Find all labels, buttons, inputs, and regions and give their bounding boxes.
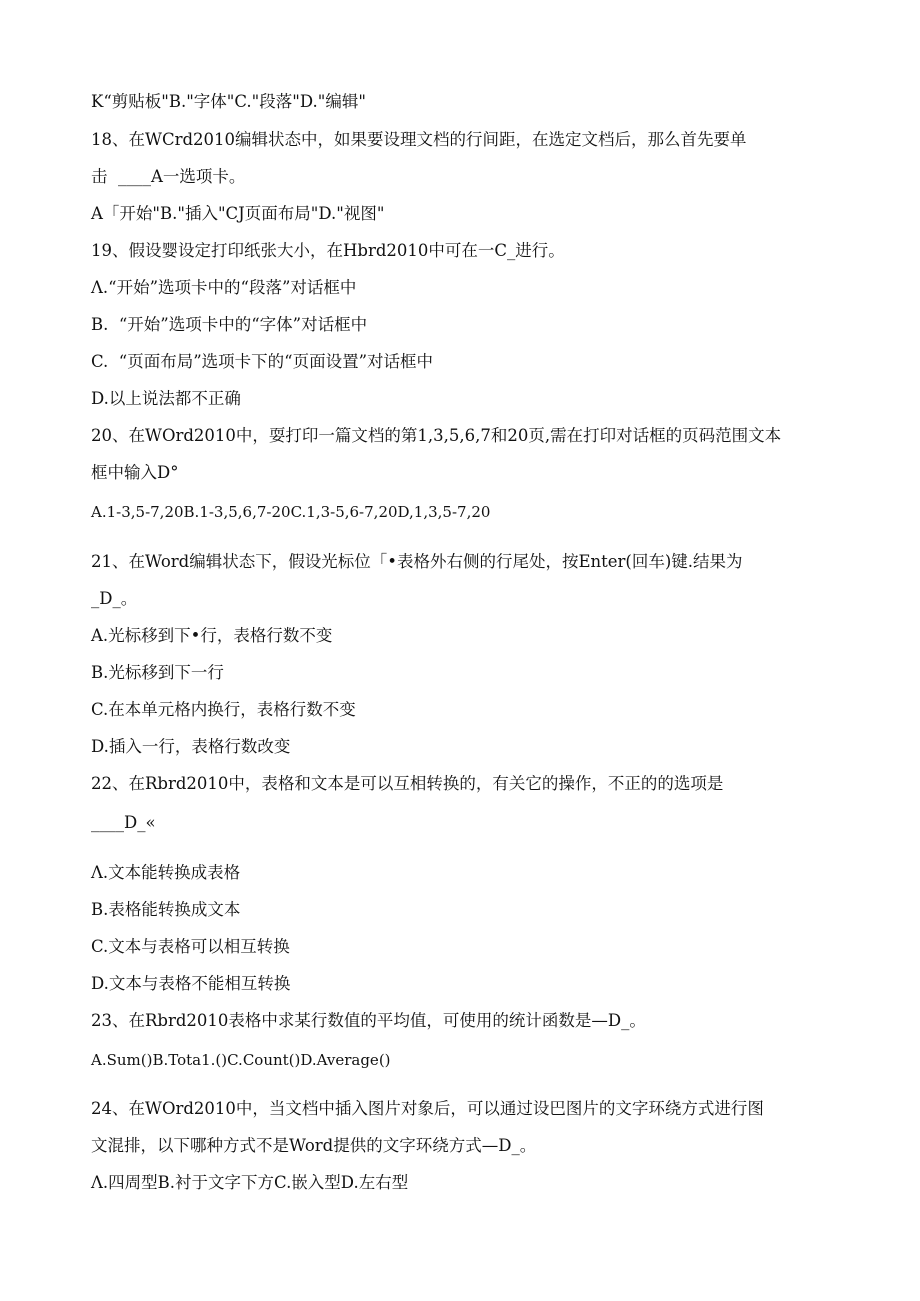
option-22-b: B.表格能转换成文本 — [91, 900, 241, 919]
question-21-line-1: 21、在Word编辑状态下，假设光标位「•表格外右侧的行尾处，按Enter(回车)键.结果为 — [91, 552, 743, 571]
option-21-d: D.插入一行，表格行数改变 — [91, 737, 291, 756]
option-line-q23: A.Sum()B.Tota1.()C.Count()D.Average() — [91, 1051, 391, 1069]
option-line-q18: A「开始"B."插入"CJ页面布局"D."视图" — [91, 204, 385, 223]
question-23: 23、在Rbrd2010表格中求某行数值的平均值，可使用的统计函数是—D_。 — [91, 1011, 646, 1030]
question-22-line-1: 22、在Rbrd2010中，表格和文本是可以互相转换的，有关它的操作，不正的的选项是 — [91, 774, 724, 793]
question-19: 19、假设婴设定打印纸张大小，在Hbrd2010中可在一C_进行。 — [91, 241, 565, 260]
question-20-line-1: 20、在WOrd2010中，耍打印一篇文档的第1,3,5,6,7和20页,需在打印对话框的页码范围文本 — [91, 426, 782, 445]
option-21-a: A.光标移到下•行，表格行数不变 — [91, 626, 333, 645]
option-19-d: D.以上说法都不正确 — [91, 389, 241, 408]
option-21-b: B.光标移到下一行 — [91, 663, 224, 682]
question-21-line-2: _D_。 — [91, 589, 138, 608]
question-18-line-1: 18、在WCrd2010编辑状态中，如果要设理文档的行间距，在选定文档后，那么首先要单 — [91, 130, 747, 149]
option-19-c: C. “页面布局”选项卡下的“页面设置”对话框中 — [91, 352, 434, 371]
option-19-a: Λ.“开始”选项卡中的“段落”对话框中 — [91, 278, 357, 297]
option-line-q17: K“剪贴板"B."字体"C."段落"D."编辑" — [91, 92, 366, 111]
option-22-d: D.文本与表格不能相互转换 — [91, 974, 291, 993]
question-24-line-2: 文混排，以下哪种方式不是Word提供的文字环绕方式—D_。 — [91, 1136, 537, 1155]
option-line-q20: A.1-3,5-7,20B.1-3,5,6,7-20C.1,3-5,6-7,20D,1,3,5-7,20 — [91, 503, 491, 521]
question-18-line-2: 击 ____A一选项卡。 — [91, 167, 246, 186]
question-24-line-1: 24、在WOrd2010中，当文档中插入图片对象后，可以通过设巴图片的文字环绕方式进行图 — [91, 1099, 764, 1118]
option-22-c: C.文本与表格可以相互转换 — [91, 937, 290, 956]
option-21-c: C.在本单元格内换行，表格行数不变 — [91, 700, 356, 719]
question-20-line-2: 框中输入D° — [91, 463, 179, 482]
question-22-line-2: ____D_« — [91, 813, 156, 832]
option-22-a: Λ.文本能转换成表格 — [91, 863, 241, 882]
option-line-q24: Λ.四周型B.衬于文字下方C.嵌入型D.左右型 — [91, 1173, 409, 1192]
option-19-b: B. “开始”选项卡中的“字体”对话框中 — [91, 315, 368, 334]
